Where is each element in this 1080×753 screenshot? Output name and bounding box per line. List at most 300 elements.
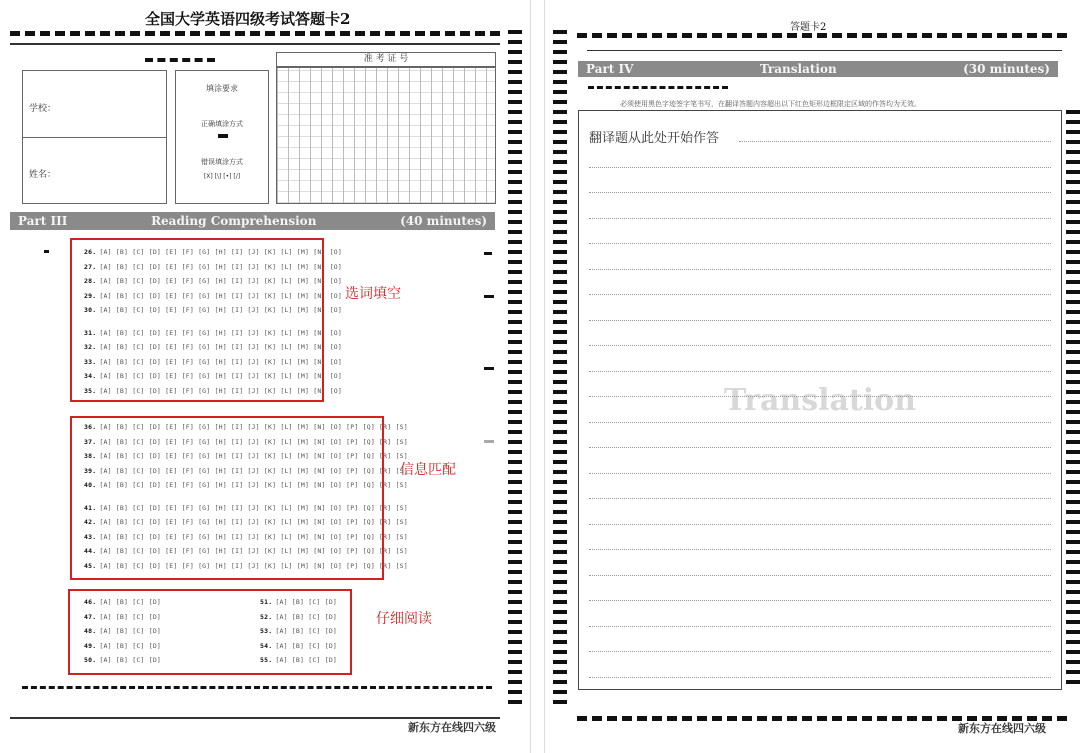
instruction-notice: 必须使用黑色字迹签字笔书写，在翻译答题内容超出以下红色矩形边框限定区域的作答均为无效。 <box>620 100 921 108</box>
timing-mark <box>553 530 567 534</box>
timing-mark <box>1066 530 1080 534</box>
question-number: 49. <box>84 641 97 650</box>
timing-mark <box>1066 500 1080 504</box>
timing-mark <box>1066 660 1080 664</box>
timing-mark <box>553 560 567 564</box>
question-number: 31. <box>84 328 97 337</box>
timing-mark <box>508 370 522 374</box>
timing-mark <box>508 300 522 304</box>
timing-mark <box>553 270 567 274</box>
answer-sheet-left <box>0 0 530 753</box>
admission-number-label: 准 考 证 号 <box>276 52 496 67</box>
timing-mark <box>1066 520 1080 524</box>
question-number: 38. <box>84 452 97 460</box>
answer-options[interactable]: [A] [B] [C] [D] [E] [F] [G] [H] [I] [J] [K] [L] [M] [N] [O] <box>99 343 343 351</box>
writing-line <box>589 371 1051 372</box>
timing-mark <box>508 150 522 154</box>
timing-mark <box>553 70 567 74</box>
timing-mark <box>508 490 522 494</box>
question-number: 47. <box>84 612 97 621</box>
timing-mark <box>553 410 567 414</box>
answer-options[interactable]: [A] [B] [C] [D] [E] [F] [G] [H] [I] [J] [K] [L] [M] [N] [O] [P] [Q] [R] [S] <box>99 561 408 570</box>
translation-start-text: 翻译题从此处开始作答 <box>589 131 720 146</box>
timing-mark <box>508 100 522 104</box>
timing-mark <box>508 680 522 684</box>
timing-mark <box>553 90 567 94</box>
top-timing-marks-right <box>577 33 1067 38</box>
timing-strip-left <box>508 30 522 704</box>
timing-mark <box>1066 370 1080 374</box>
writing-line <box>739 141 1051 142</box>
timing-mark <box>553 540 567 544</box>
timing-mark <box>1066 250 1080 254</box>
timing-mark <box>553 210 567 214</box>
school-label: 学校： <box>29 104 57 114</box>
question-number: 55. <box>260 656 273 664</box>
question-number: 35. <box>84 386 97 395</box>
answer-options[interactable]: [A] [B] [C] [D] <box>275 641 338 650</box>
writing-line <box>589 651 1051 652</box>
timing-mark <box>1066 640 1080 644</box>
timing-mark <box>1066 470 1080 474</box>
fill-req-correct: 正确填涂方式 <box>201 120 243 128</box>
timing-mark <box>508 500 522 504</box>
timing-mark <box>553 470 567 474</box>
question-number: 46. <box>84 598 97 606</box>
part-iii-bar <box>10 212 495 230</box>
timing-mark <box>553 400 567 404</box>
timing-mark <box>553 180 567 184</box>
timing-mark <box>553 580 567 584</box>
writing-line <box>589 575 1051 576</box>
question-number: 33. <box>84 357 97 366</box>
timing-mark <box>508 310 522 314</box>
timing-mark <box>1066 230 1080 234</box>
timing-mark <box>1066 580 1080 584</box>
question-number: 50. <box>84 656 97 664</box>
timing-mark <box>508 440 522 444</box>
timing-mark <box>508 670 522 674</box>
timing-mark <box>553 610 567 614</box>
timing-mark <box>508 210 522 214</box>
timing-mark <box>553 190 567 194</box>
timing-mark <box>1066 350 1080 354</box>
question-number: 34. <box>84 372 97 380</box>
timing-mark <box>553 40 567 44</box>
answer-options[interactable]: [A] [B] [C] [D] [E] [F] [G] [H] [I] [J] [K] [L] [M] [N] [O] <box>99 328 343 337</box>
timing-mark <box>1066 650 1080 654</box>
timing-mark <box>508 660 522 664</box>
timing-mark <box>553 510 567 514</box>
timing-mark <box>553 80 567 84</box>
timing-mark <box>553 700 567 704</box>
timing-mark <box>508 560 522 564</box>
part-iv-bar <box>578 61 1058 77</box>
timing-mark <box>508 160 522 164</box>
translation-watermark: Translation <box>724 383 916 418</box>
answer-options[interactable]: [A] [B] [C] [D] <box>99 612 162 621</box>
timing-mark <box>553 300 567 304</box>
answer-options[interactable]: [A] [B] [C] [D] [E] [F] [G] [H] [I] [J] [K] [L] [M] [N] [O] [P] [Q] [R] [S] <box>99 518 408 526</box>
timing-mark <box>1066 440 1080 444</box>
timing-mark <box>508 240 522 244</box>
timing-mark <box>553 380 567 384</box>
timing-mark <box>553 520 567 524</box>
timing-mark <box>553 660 567 664</box>
timing-mark <box>508 230 522 234</box>
timing-mark <box>508 30 522 34</box>
timing-mark <box>1066 340 1080 344</box>
timing-mark <box>1066 360 1080 364</box>
timing-mark <box>553 490 567 494</box>
timing-mark <box>553 430 567 434</box>
timing-mark <box>508 180 522 184</box>
writing-line <box>589 473 1051 474</box>
part-time: (40 minutes) <box>400 214 487 228</box>
timing-mark <box>508 270 522 274</box>
timing-mark <box>1066 410 1080 414</box>
timing-mark <box>553 590 567 594</box>
banked-cloze-box <box>70 238 324 402</box>
timing-mark <box>1066 260 1080 264</box>
timing-mark <box>1066 380 1080 384</box>
timing-mark <box>508 420 522 424</box>
timing-mark <box>508 610 522 614</box>
timing-mark <box>553 170 567 174</box>
timing-mark <box>508 470 522 474</box>
timing-mark <box>1066 110 1080 114</box>
timing-mark <box>1066 610 1080 614</box>
answer-options[interactable]: [A] [B] [C] [D] [E] [F] [G] [H] [I] [J] [K] [L] [M] [N] [O] <box>99 306 343 314</box>
timing-mark <box>1066 510 1080 514</box>
part-name: Reading Comprehension <box>151 214 317 228</box>
timing-mark <box>553 690 567 694</box>
writing-line <box>589 192 1051 193</box>
timing-mark <box>553 480 567 484</box>
question-number: 37. <box>84 437 97 446</box>
side-mark <box>484 252 492 255</box>
answer-options[interactable]: [A] [B] [C] [D] <box>99 641 162 650</box>
side-mark <box>484 295 494 298</box>
answer-options[interactable]: [A] [B] [C] [D] [E] [F] [G] [H] [I] [J] [K] [L] [M] [N] [O] <box>99 372 343 380</box>
timing-mark <box>553 460 567 464</box>
timing-mark <box>508 510 522 514</box>
student-info-box <box>22 70 167 204</box>
timing-mark <box>508 640 522 644</box>
timing-mark <box>1066 490 1080 494</box>
timing-mark <box>553 350 567 354</box>
timing-mark <box>508 410 522 414</box>
timing-mark <box>1066 310 1080 314</box>
timing-mark <box>553 100 567 104</box>
timing-mark <box>508 390 522 394</box>
timing-mark <box>1066 220 1080 224</box>
timing-mark <box>553 140 567 144</box>
timing-mark <box>1066 430 1080 434</box>
timing-mark <box>553 50 567 54</box>
writing-line <box>589 600 1051 601</box>
writing-line <box>589 626 1051 627</box>
timing-mark <box>553 130 567 134</box>
timing-mark <box>508 460 522 464</box>
timing-mark <box>508 110 522 114</box>
sheet-title-right: 答题卡2 <box>790 22 827 33</box>
timing-mark <box>508 590 522 594</box>
timing-mark <box>508 550 522 554</box>
timing-mark <box>508 530 522 534</box>
answer-options[interactable]: [A] [B] [C] [D] [E] [F] [G] [H] [I] [J] [K] [L] [M] [N] [O] <box>99 386 343 395</box>
timing-mark <box>553 330 567 334</box>
timing-mark <box>553 600 567 604</box>
timing-mark <box>508 430 522 434</box>
answer-options[interactable]: [A] [B] [C] [D] [E] [F] [G] [H] [I] [J] [K] [L] [M] [N] [O] [P] [Q] [R] [S] <box>99 503 408 512</box>
timing-mark <box>1066 540 1080 544</box>
side-mark <box>44 250 49 253</box>
fill-requirements-box <box>175 70 269 204</box>
timing-mark <box>553 360 567 364</box>
timing-mark <box>508 380 522 384</box>
writing-line <box>589 243 1051 244</box>
timing-mark <box>553 670 567 674</box>
admission-number-grid[interactable] <box>276 67 496 204</box>
timing-mark <box>1066 210 1080 214</box>
answer-options[interactable]: [A] [B] [C] [D] [E] [F] [G] [H] [I] [J] [K] [L] [M] [N] [O] [P] [Q] [R] [S] <box>99 437 408 446</box>
timing-mark <box>508 90 522 94</box>
wechat-watermark-left: 新东方在线四六级 <box>408 721 496 734</box>
timing-mark <box>508 350 522 354</box>
timing-mark <box>1066 600 1080 604</box>
timing-strip-right-edge <box>1066 110 1080 684</box>
timing-mark <box>1066 590 1080 594</box>
answer-options[interactable]: [A] [B] [C] [D] <box>275 627 338 635</box>
answer-options[interactable]: [A] [B] [C] [D] [E] [F] [G] [H] [I] [J] [K] [L] [M] [N] [O] <box>99 262 343 271</box>
writing-line <box>589 447 1051 448</box>
writing-line <box>589 498 1051 499</box>
timing-mark <box>508 540 522 544</box>
timing-mark <box>553 160 567 164</box>
timing-mark <box>508 340 522 344</box>
timing-mark <box>1066 670 1080 674</box>
timing-mark <box>1066 400 1080 404</box>
writing-line <box>589 422 1051 423</box>
question-number: 39. <box>84 466 97 475</box>
timing-mark <box>508 650 522 654</box>
writing-line <box>589 269 1051 270</box>
answer-options[interactable]: [A] [B] [C] [D] [E] [F] [G] [H] [I] [J] [K] [L] [M] [N] [O] <box>99 277 343 285</box>
timing-mark <box>1066 630 1080 634</box>
timing-mark <box>553 390 567 394</box>
timing-mark <box>508 570 522 574</box>
timing-mark <box>508 70 522 74</box>
timing-mark <box>553 570 567 574</box>
timing-mark <box>1066 390 1080 394</box>
timing-mark <box>508 280 522 284</box>
question-number: 32. <box>84 343 97 351</box>
timing-mark <box>1066 160 1080 164</box>
part-number: Part III <box>18 214 68 228</box>
timing-mark <box>553 280 567 284</box>
timing-mark <box>553 340 567 344</box>
fill-req-heading: 填涂要求 <box>206 84 238 93</box>
timing-mark <box>508 320 522 324</box>
timing-mark <box>553 60 567 64</box>
matching-label: 信息匹配 <box>400 462 456 478</box>
answer-options[interactable]: [A] [B] [C] [D] <box>99 627 162 635</box>
timing-mark <box>508 690 522 694</box>
writing-line <box>589 345 1051 346</box>
timing-mark <box>1066 460 1080 464</box>
side-mark <box>484 367 494 370</box>
timing-mark <box>1066 330 1080 334</box>
sheet-divider <box>530 0 545 753</box>
top-rule <box>10 43 500 45</box>
question-number: 30. <box>84 306 97 314</box>
top-rule-right <box>587 50 1062 51</box>
careful-reading-box <box>68 589 352 675</box>
sheet-title: 全国大学英语四级考试答题卡2 <box>145 10 351 28</box>
timing-mark <box>553 200 567 204</box>
wrong-fill-samples: [X] [\] [•] [/] <box>203 173 241 180</box>
timing-mark <box>508 40 522 44</box>
timing-mark <box>508 620 522 624</box>
timing-mark <box>1066 130 1080 134</box>
timing-mark <box>553 680 567 684</box>
timing-mark <box>1066 290 1080 294</box>
question-number: 54. <box>260 641 273 650</box>
timing-mark <box>508 580 522 584</box>
answer-options[interactable]: [A] [B] [C] [D] [E] [F] [G] [H] [I] [J] [K] [L] [M] [N] [O] <box>99 248 343 256</box>
top-timing-marks <box>10 31 500 36</box>
timing-mark <box>508 290 522 294</box>
timing-mark <box>508 60 522 64</box>
answer-options[interactable]: [A] [B] [C] [D] <box>275 656 338 664</box>
answer-options[interactable]: [A] [B] [C] [D] <box>99 656 162 664</box>
timing-mark <box>508 220 522 224</box>
answer-options[interactable]: [A] [B] [C] [D] [E] [F] [G] [H] [I] [J] [K] [L] [M] [N] [O] [P] [Q] [R] [S] <box>99 423 408 431</box>
timing-mark <box>1066 150 1080 154</box>
timing-mark <box>508 600 522 604</box>
timing-mark <box>553 630 567 634</box>
timing-mark <box>1066 270 1080 274</box>
writing-line <box>589 677 1051 678</box>
timing-mark <box>1066 120 1080 124</box>
timing-mark <box>508 80 522 84</box>
timing-mark <box>553 260 567 264</box>
timing-mark <box>508 140 522 144</box>
timing-mark <box>508 330 522 334</box>
timing-mark <box>508 630 522 634</box>
question-number: 52. <box>260 612 273 621</box>
timing-mark <box>553 450 567 454</box>
timing-strip-right <box>553 30 567 704</box>
answer-options[interactable]: [A] [B] [C] [D] [E] [F] [G] [H] [I] [J] [K] [L] [M] [N] [O] [P] [Q] [R] [S] <box>99 466 408 475</box>
answer-options[interactable]: [A] [B] [C] [D] [E] [F] [G] [H] [I] [J] [K] [L] [M] [N] [O] [P] [Q] [R] [S] <box>99 532 408 541</box>
timing-mark <box>1066 550 1080 554</box>
question-number: 44. <box>84 547 97 555</box>
timing-mark <box>553 290 567 294</box>
timing-mark <box>553 320 567 324</box>
question-number: 27. <box>84 262 97 271</box>
answer-options[interactable]: [A] [B] [C] [D] <box>275 598 338 606</box>
timing-mark <box>1066 240 1080 244</box>
wechat-watermark-right: 新东方在线四六级 <box>958 722 1046 735</box>
timing-mark <box>553 650 567 654</box>
question-number: 40. <box>84 481 97 489</box>
translation-writing-area[interactable] <box>578 110 1062 690</box>
timing-mark <box>1066 170 1080 174</box>
timing-mark <box>553 310 567 314</box>
timing-mark <box>553 620 567 624</box>
banked-cloze-label: 选词填空 <box>345 286 401 302</box>
timing-mark <box>553 420 567 424</box>
timing-mark <box>1066 620 1080 624</box>
timing-mark <box>1066 200 1080 204</box>
timing-mark <box>508 250 522 254</box>
part-name-right: Translation <box>759 62 837 76</box>
timing-mark <box>1066 450 1080 454</box>
timing-mark <box>508 520 522 524</box>
timing-mark <box>1066 680 1080 684</box>
timing-mark <box>1066 180 1080 184</box>
timing-mark <box>1066 320 1080 324</box>
timing-mark <box>508 450 522 454</box>
answer-options[interactable]: [A] [B] [C] [D] [E] [F] [G] [H] [I] [J] [K] [L] [M] [N] [O] <box>99 291 343 300</box>
timing-mark <box>553 120 567 124</box>
timing-mark <box>508 190 522 194</box>
side-mark <box>484 440 494 443</box>
timing-mark <box>553 240 567 244</box>
timing-mark <box>553 110 567 114</box>
answer-options[interactable]: [A] [B] [C] [D] <box>99 598 162 606</box>
writing-line <box>589 294 1051 295</box>
answer-options[interactable]: [A] [B] [C] [D] [E] [F] [G] [H] [I] [J] [K] [L] [M] [N] [O] [P] [Q] [R] [S] <box>99 481 408 489</box>
timing-mark <box>1066 480 1080 484</box>
timing-mark <box>508 700 522 704</box>
careful-reading-label: 仔细阅读 <box>376 611 432 627</box>
answer-options[interactable]: [A] [B] [C] [D] [E] [F] [G] [H] [I] [J] [K] [L] [M] [N] [O] <box>99 357 343 366</box>
timing-mark <box>1066 140 1080 144</box>
question-number: 45. <box>84 561 97 570</box>
timing-mark <box>1066 190 1080 194</box>
answer-options[interactable]: [A] [B] [C] [D] [E] [F] [G] [H] [I] [J] [K] [L] [M] [N] [O] [P] [Q] [R] [S] <box>99 547 408 555</box>
writing-line <box>589 167 1051 168</box>
timing-mark <box>553 370 567 374</box>
timing-mark <box>508 200 522 204</box>
bottom-timing-marks <box>22 686 492 689</box>
question-number: 42. <box>84 518 97 526</box>
timing-mark <box>553 30 567 34</box>
timing-mark <box>553 640 567 644</box>
answer-options[interactable]: [A] [B] [C] [D] [E] [F] [G] [H] [I] [J] [K] [L] [M] [N] [O] [P] [Q] [R] [S] <box>99 452 408 460</box>
timing-mark <box>508 120 522 124</box>
question-number: 53. <box>260 627 273 635</box>
timing-mark <box>553 150 567 154</box>
timing-mark <box>1066 420 1080 424</box>
timing-mark <box>553 550 567 554</box>
question-number: 28. <box>84 277 97 285</box>
matching-box <box>70 416 384 580</box>
writing-line <box>589 218 1051 219</box>
timing-mark <box>508 170 522 174</box>
header-marks-right <box>588 86 728 89</box>
writing-line <box>589 320 1051 321</box>
writing-line <box>589 549 1051 550</box>
timing-mark <box>1066 560 1080 564</box>
timing-mark <box>553 230 567 234</box>
timing-mark <box>508 360 522 364</box>
timing-mark <box>553 220 567 224</box>
answer-options[interactable]: [A] [B] [C] [D] <box>275 612 338 621</box>
